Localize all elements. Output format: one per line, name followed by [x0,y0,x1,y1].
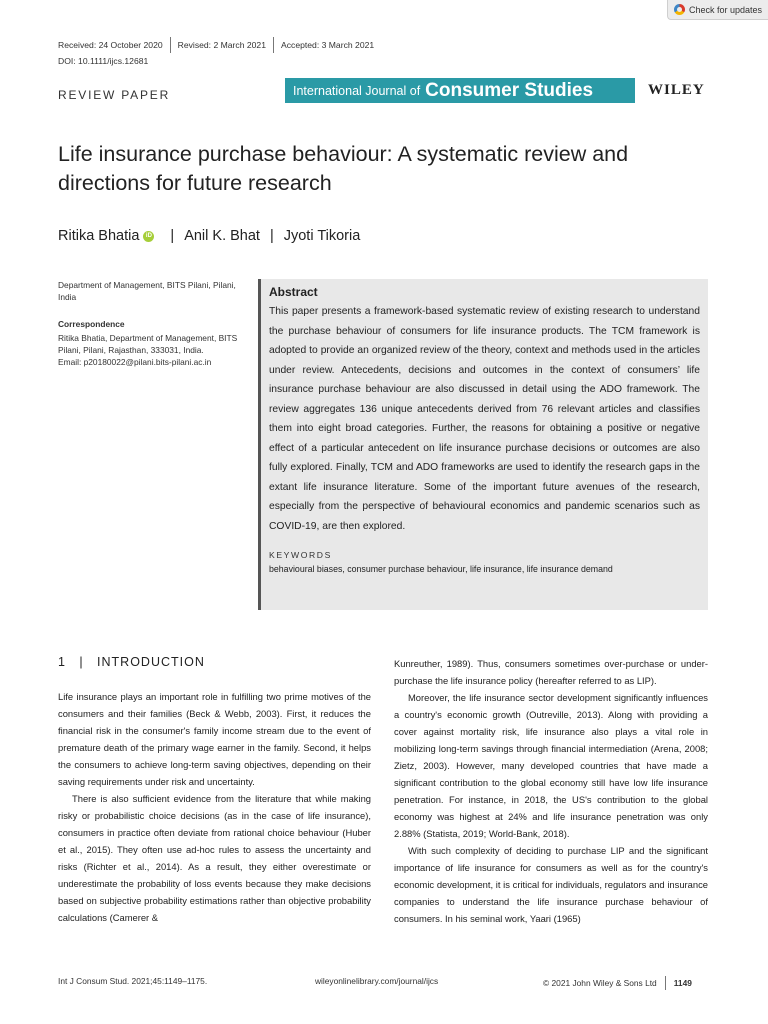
paragraph: Life insurance plays an important role in fulfilling two prime motives of the consumers and their families (Beck & Webb, 2003). First, it reduces the financial risk in the consumer's family income stream due to the event of premature death of the primary wage earner in the family. Second, it helps the consumers to achieve long-term saving objectives, depending on their saving requirements under risk and uncertainty. [58,691,371,787]
section-title: INTRODUCTION [97,655,205,669]
article-type: REVIEW PAPER [58,88,171,102]
paragraph: Moreover, the life insurance sector development significantly influences a country's economic growth (Outreville, 2013). Along with providing a cover against mortality risk, life insurance also plays a vital role in mobilizing long-term savings through financial intermediation (Arena, 2008; Zietz, 2003). However, many developed countries that have made a significant contribution to the global economy still have low life insurance penetration. For instance, in 2018, the US's contribution to the global economy was highest at 24% and life insurance penetration was only 2.88% (Statista, 2019; World-Bank, 2018). [394,692,708,839]
check-for-updates-button[interactable] [667,0,768,20]
correspondence-heading: Correspondence [58,319,125,329]
divider [170,37,171,53]
keywords-list: behavioural biases, consumer purchase behaviour, life insurance, life insurance demand [269,564,613,574]
section-heading [58,655,205,669]
body-column-right [394,655,708,927]
divider [665,976,666,990]
crossmark-icon [674,4,685,15]
footer-right [543,976,692,990]
correspondence-email[interactable]: Email: p20180022@pilani.bits-pilani.ac.in [58,357,212,367]
footer-copyright: © 2021 John Wiley & Sons Ltd [543,978,657,988]
body-column-left [58,688,371,926]
section-number: 1 [58,655,66,669]
accepted-date: Accepted: 3 March 2021 [281,40,375,50]
abstract-heading: Abstract [269,285,318,299]
affiliation: Department of Management, BITS Pilani, Pilani, India [58,280,236,302]
author-name[interactable]: Anil K. Bhat [184,228,260,244]
page-number: 1149 [673,978,692,988]
author-separator: | [170,228,175,244]
abstract-text: This paper presents a framework-based systematic review of existing research to understand the purchase behaviour of consumers for life insurance products. The TCM framework is adopted to provide an organized review of the theory, context and methods used in the articles under review. Antecedents, decisions and outcomes in the context of consumers’ life insurance purchase behaviour are also discussed in detail using the ADO framework. The review aggregates 136 unique antecedents derived from 76 relevant articles and classifies them into eight broad categories. Further, the reasons for obtaining a positive or negative effect of a particular antecedent on life insurance purchase decisions or outcomes are also fully explored. Finally, TCM and ADO frameworks are used to identify the research gaps in the extant life insurance literature. Some of the important future avenues of the research, especially from the perspective of behavioural economics and pandemic scenarios such as COVID-19, are then explored. [269,306,700,532]
divider [273,37,274,53]
doi[interactable]: DOI: 10.1111/ijcs.12681 [58,56,149,66]
journal-name-big: Consumer Studies [425,79,594,101]
received-date: Received: 24 October 2020 [58,40,163,50]
footer-url[interactable]: wileyonlinelibrary.com/journal/ijcs [315,976,439,986]
keywords-heading: KEYWORDS [269,550,332,560]
journal-name-small: International Journal of [293,83,421,98]
correspondence-block [58,332,253,368]
author-name[interactable]: Ritika Bhatia [58,228,140,244]
author-separator: | [269,228,274,244]
article-title: Life insurance purchase behaviour: A systematic review and directions for future research [58,142,629,195]
paragraph: With such complexity of deciding to purchase LIP and the significant importance of life insurance for consumers as well as for the country's economic development, it is critical for individuals, regulators and insurance companies to understand the life insurance purchase behaviour of consumers. In his seminal work, Yaari (1965) [394,845,708,924]
check-for-updates-label: Check for updates [689,4,763,15]
author-name[interactable]: Jyoti Tikoria [283,228,361,244]
revised-date: Revised: 2 March 2021 [177,40,266,50]
paragraph: Kunreuther, 1989). Thus, consumers sometimes over-purchase or under-purchase the life insurance policy (hereafter referred to as LIP). [394,658,708,686]
section-separator: | [79,655,84,669]
article-dates [58,37,374,53]
correspondence-address: Ritika Bhatia, Department of Management, BITS Pilani, Pilani, Rajasthan, 333031, India. [58,333,238,355]
footer-citation: Int J Consum Stud. 2021;45:1149–1175. [58,976,208,986]
author-list [58,228,360,244]
orcid-icon[interactable]: iD [143,231,154,242]
paragraph: There is also sufficient evidence from the literature that while making risky or probabilistic choice decisions (as in the case of life insurance), consumers in practice often deviate from rational choice behaviour (Huber et al., 2015). They often use ad-hoc rules to assess the uncertainty and risks (Richter et al., 2014). As a result, they either overestimate or underestimate the probability of loss events because they make decisions based on subjective probability estimations rather than objective probability calculations (Camerer & [58,793,371,923]
abstract-box [258,279,708,610]
publisher-logo: WILEY [648,82,705,98]
journal-banner [285,78,635,103]
